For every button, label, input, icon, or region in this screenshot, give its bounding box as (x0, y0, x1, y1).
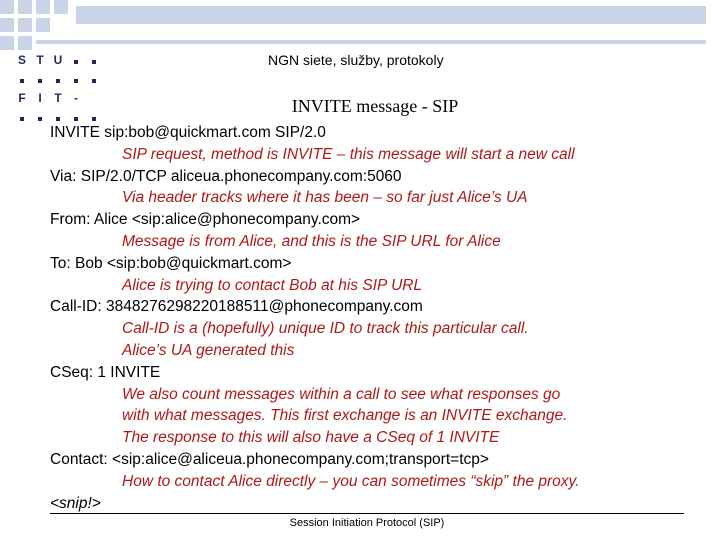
header-line: To: Bob <sip:bob@quickmart.com> (50, 254, 292, 272)
logo-letter: T (54, 90, 62, 105)
header-line: Via: SIP/2.0/TCP aliceua.phonecompany.com:5060 (50, 167, 402, 185)
annotation-line: How to contact Alice directly – you can sometimes “skip” the proxy. (122, 472, 580, 490)
header-line: Contact: <sip:alice@aliceua.phonecompany.com;transport=tcp> (50, 450, 489, 468)
annotation-line: Message is from Alice, and this is the SIP URL for Alice (122, 232, 501, 250)
header-line: INVITE sip:bob@quickmart.com SIP/2.0 (50, 124, 326, 141)
logo-letter: I (38, 90, 42, 105)
annotation-line: Alice is trying to contact Bob at his SIP URL (122, 276, 423, 294)
header-title: NGN siete, služby, protokoly (268, 52, 444, 68)
logo-letter: T (36, 52, 44, 67)
annotation-line: The response to this will also have a CSeq of 1 INVITE (122, 429, 500, 447)
header-line: CSeq: 1 INVITE (50, 363, 161, 381)
footer-divider (50, 513, 684, 514)
logo-letter: F (18, 90, 26, 105)
footer-text: Session Initiation Protocol (SIP) (289, 517, 445, 529)
annotation-line: We also count messages within a call to see what responses go (122, 385, 561, 403)
annotation-line: SIP request, method is INVITE – this message will start a new call (122, 145, 575, 163)
annotation-line: Call-ID is a (hopefully) unique ID to track this particular call. (122, 320, 529, 338)
slide-title: INVITE message - SIP (291, 96, 459, 116)
sip-message-body (50, 122, 710, 514)
header-line: Call-ID: 3848276298220188511@phonecompany.com (50, 298, 423, 316)
logo-letter: - (74, 90, 78, 105)
annotation-line: with what messages. This first exchange is an INVITE exchange. (122, 407, 568, 425)
logo-letter: S (17, 52, 26, 67)
annotation-line: Alice’s UA generated this (122, 341, 295, 359)
annotation-line: Via header tracks where it has been – so far just Alice’s UA (122, 189, 528, 207)
logo-letter: U (53, 52, 63, 67)
header-line: From: Alice <sip:alice@phonecompany.com> (50, 211, 361, 229)
snip-marker: <snip!> (50, 494, 101, 512)
